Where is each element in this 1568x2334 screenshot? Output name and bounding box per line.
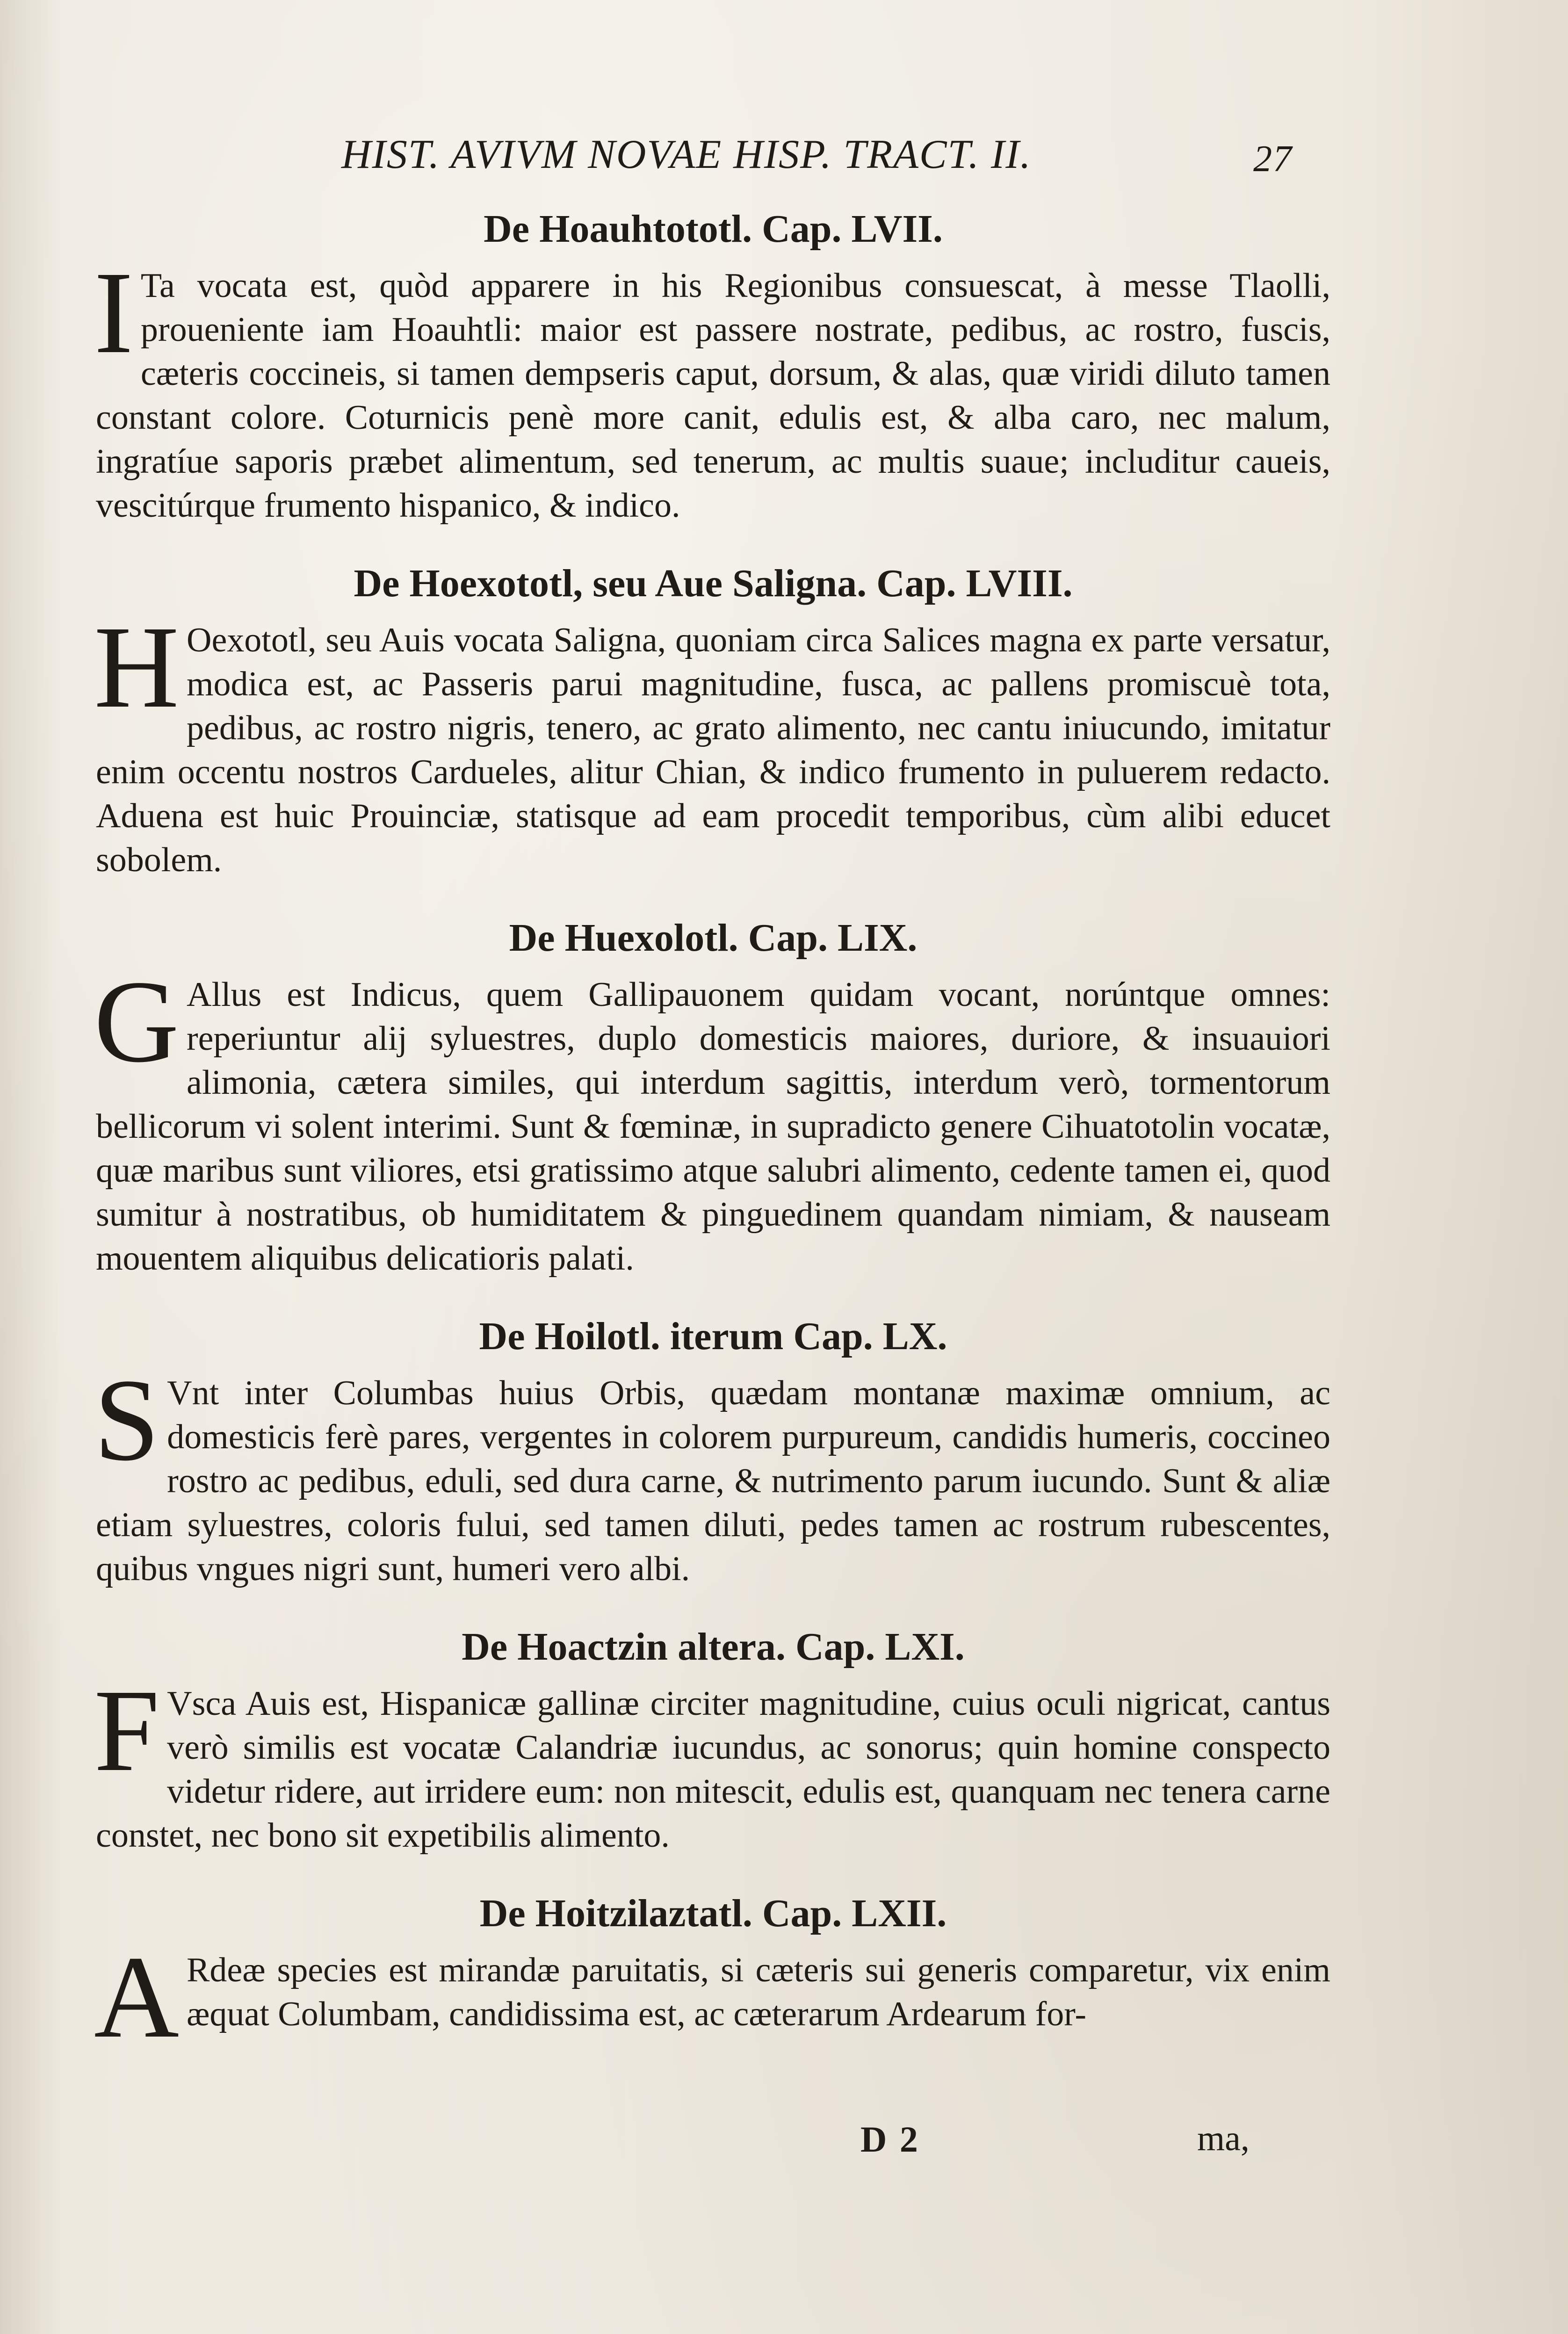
drop-cap-initial: S [94,1354,160,1485]
chapter-body: Oexototl, seu Auis vocata Saligna, quoniam circa Salices magna ex parte versatur, modica est, ac Passeris parui magnitudine, fusca, ac pallens promiscuè tota, pedibus, ac rostro nigris, tenero, ac grato alimento, nec cantu iniucundo, imitatur enim occentu nostros Cardueles, alitur Chian, & indico frumento in puluerem redacto. Aduena est huic Prouinciæ, statisque ad eam procedit temporibus, cùm alibi educet sobolem. [96,621,1330,879]
running-head-title: HIST. AVIVM NOVAE HISP. TRACT. II. [341,132,1032,177]
drop-cap-initial: I [94,247,133,378]
chapter-heading-lviii: De Hoexototl, seu Aue Saligna. Cap. LVIII. [354,562,1073,605]
drop-cap-initial: G [94,956,179,1087]
chapter-heading-lix: De Huexolotl. Cap. LIX. [509,916,918,960]
chapter-text-lix [94,956,1330,1280]
drop-cap-initial: A [94,1931,179,2062]
chapter-text-lviii [94,601,1330,882]
chapter-heading-lxi: De Hoactzin altera. Cap. LXI. [462,1625,965,1669]
signature-mark: D 2 [860,2119,920,2160]
chapter-heading-lx: De Hoilotl. iterum Cap. LX. [479,1315,947,1358]
text-block [94,201,1330,2062]
catchword: ma, [1197,2119,1250,2158]
chapter-text-lxii [94,1931,1330,2062]
chapter-text-lx [94,1354,1330,1591]
chapter-body: Vnt inter Columbas huius Orbis, quædam montanæ maximæ omnium, ac domesticis ferè pares, vergentes in colorem purpureum, candidis humeris, coccineo rostro ac pedibus, eduli, sed dura carne, & nutrimento parum iucundo. Sunt & aliæ etiam syluestres, coloris fului, sed tamen diluti, pedes tamen ac rostrum rubescentes, quibus vngues nigri sunt, humeri vero albi. [96,1374,1330,1588]
drop-cap-initial: H [94,601,179,732]
page-number: 27 [1253,138,1293,180]
chapter-body: Ta vocata est, quòd apparere in his Regionibus consuescat, à messe Tlaolli, proueniente iam Hoauhtli: maior est passere nostrate, pedibus, ac rostro, fuscis, cæteris coccineis, si tamen dempseris caput, dorsum, & alas, quæ viridi diluto tamen constant colore. Coturnicis penè more canit, edulis est, & alba caro, nec malum, ingratíue saporis præbet alimentum, sed tenerum, ac multis suaue; includitur caueis, vescitúrque frumento hispanico, & indico. [96,267,1330,525]
chapter-body: Rdeæ species est mirandæ paruitatis, si cæteris sui generis comparetur, vix enim æquat Columbam, candidissima est, ac cæterarum Ardearum for- [187,1951,1330,2033]
chapter-heading-lxii: De Hoitzilaztatl. Cap. LXII. [479,1892,947,1935]
drop-cap-initial: F [94,1665,160,1796]
chapter-text-lxi [94,1665,1330,1857]
chapter-heading-lvii: De Hoauhtototl. Cap. LVII. [484,207,943,251]
running-head [327,126,1356,182]
chapter-text-lvii [94,247,1330,527]
chapter-body: Allus est Indicus, quem Gallipauonem quidam vocant, norúntque omnes: reperiuntur alij syluestres, duplo domesticis maiores, duriore, & insuauiori alimonia, cætera similes, qui interdum sagittis, interdum verò, tormentorum bellicorum vi solent interimi. Sunt & fœminæ, in supradicto genere Cihuatotolin vocatæ, quæ maribus sunt viliores, etsi gratissimo atque salubri alimento, cedente tamen ei, quod sumitur à nostratibus, ob humiditatem & pinguedinem quandam nimiam, & nauseam mouentem aliquibus delicatioris palati. [96,976,1330,1278]
chapter-body: Vsca Auis est, Hispanicæ gallinæ circiter magnitudine, cuius oculi nigricat, cantus verò similis est vocatæ Calandriæ iucundus, ac sonorus; quin homine conspecto videtur ridere, aut irridere eum: non mitescit, edulis est, quanquam nec tenera carne constet, nec bono sit expetibilis alimento. [96,1684,1330,1855]
